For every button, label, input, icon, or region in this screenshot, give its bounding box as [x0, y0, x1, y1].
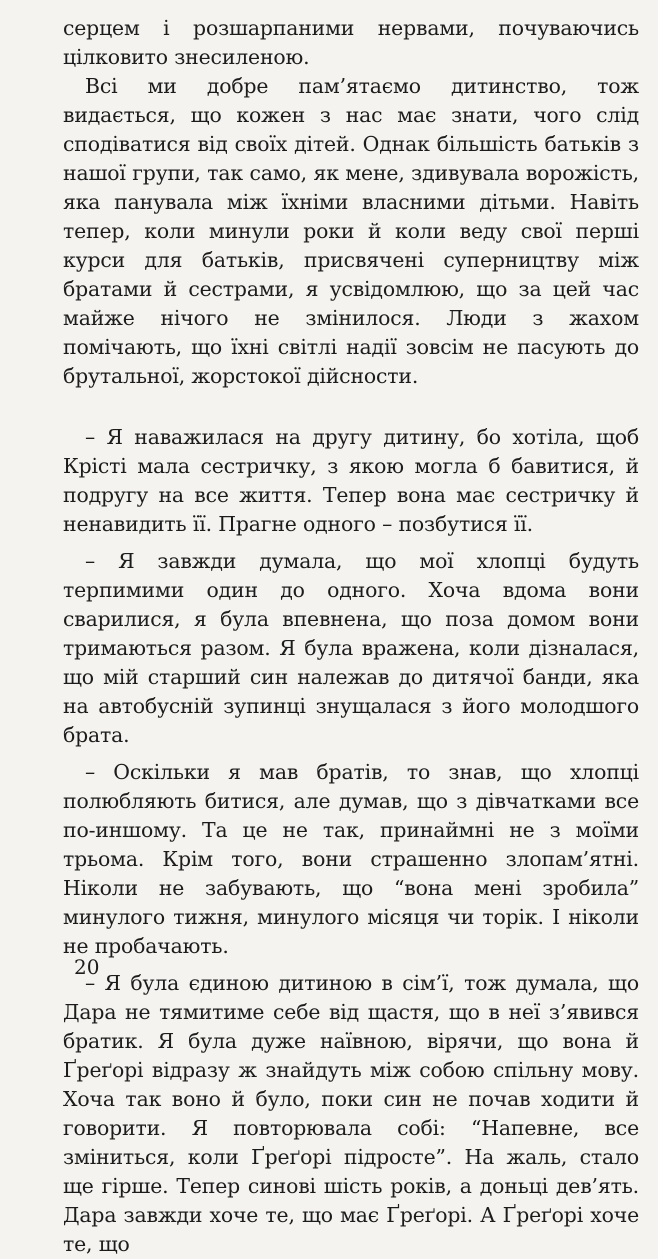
quote-paragraph: – Я наважилася на другу дитину, бо хотіла, щоб Крісті мала сестричку, з якою могла б бавитися, й подругу на все життя. Тепер вона має сестричку й ненавидить її. Прагне одного – позбутися її. [63, 425, 639, 536]
quote-paragraph: – Я завжди думала, що мої хлопці будуть терпимими один до одного. Хоча вдома вони сварилися, я була впевнена, що поза домом вони тримаються разом. Я була вражена, коли дізналася, що мій старший син належав до дитячої банди, яка на автобусній зупинці знущалася з його молодшого брата. [63, 549, 639, 747]
paragraph: Всі ми добре пам’ятаємо дитинство, тож видається, що кожен з нас має знати, чого слід сподіватися від своїх дітей. Однак більшість батьків з нашої групи, так само, як мене, здивувала ворожість, яка панувала між їхніми власними дітьми. Навіть тепер, коли минули роки й коли веду свої перші курси для батьків, присвячені суперництву між братами й сестрами, я усвідомлюю, що за цей час майже нічого не змінилося. Люди з жахом помічають, що їхні світлі надії зовсім не пасують до брутальної, жорстокої дійсности. [63, 74, 639, 388]
paragraph: серцем і розшарпаними нервами, почуваючись цілковито знесиленою. [63, 16, 639, 69]
quote-paragraph: – Я була єдиною дитиною в сім’ї, тож думала, що Дара не тямитиме себе від щастя, що в неї з’явився братик. Я була дуже наївною, вірячи, що вона й Ґреґорі відразу ж знайдуть між собою спільну мову. Хоча так воно й було, поки син не почав ходити й говорити. Я повторювала собі: “Напевне, все зміниться, коли Ґреґорі підросте”. На жаль, стало ще гірше. Тепер синові шість років, а доньці дев’ять. Дара завжди хоче те, що має Ґреґорі. А Ґреґорі хоче те, що [63, 971, 639, 1256]
page-body [63, 14, 639, 1259]
section-break [63, 391, 639, 423]
quote-paragraph: – Оскільки я мав братів, то знав, що хлопці полюбляють битися, але думав, що з дівчатками все по-иншому. Та це не так, принаймні не з моїми трьома. Крім того, вони страшенно злопам’ятні. Ніколи не забувають, що “вона мені зробила” минулого тижня, минулого місяця чи торік. І ніколи не пробачають. [63, 760, 639, 958]
page-number: 20 [74, 955, 100, 979]
